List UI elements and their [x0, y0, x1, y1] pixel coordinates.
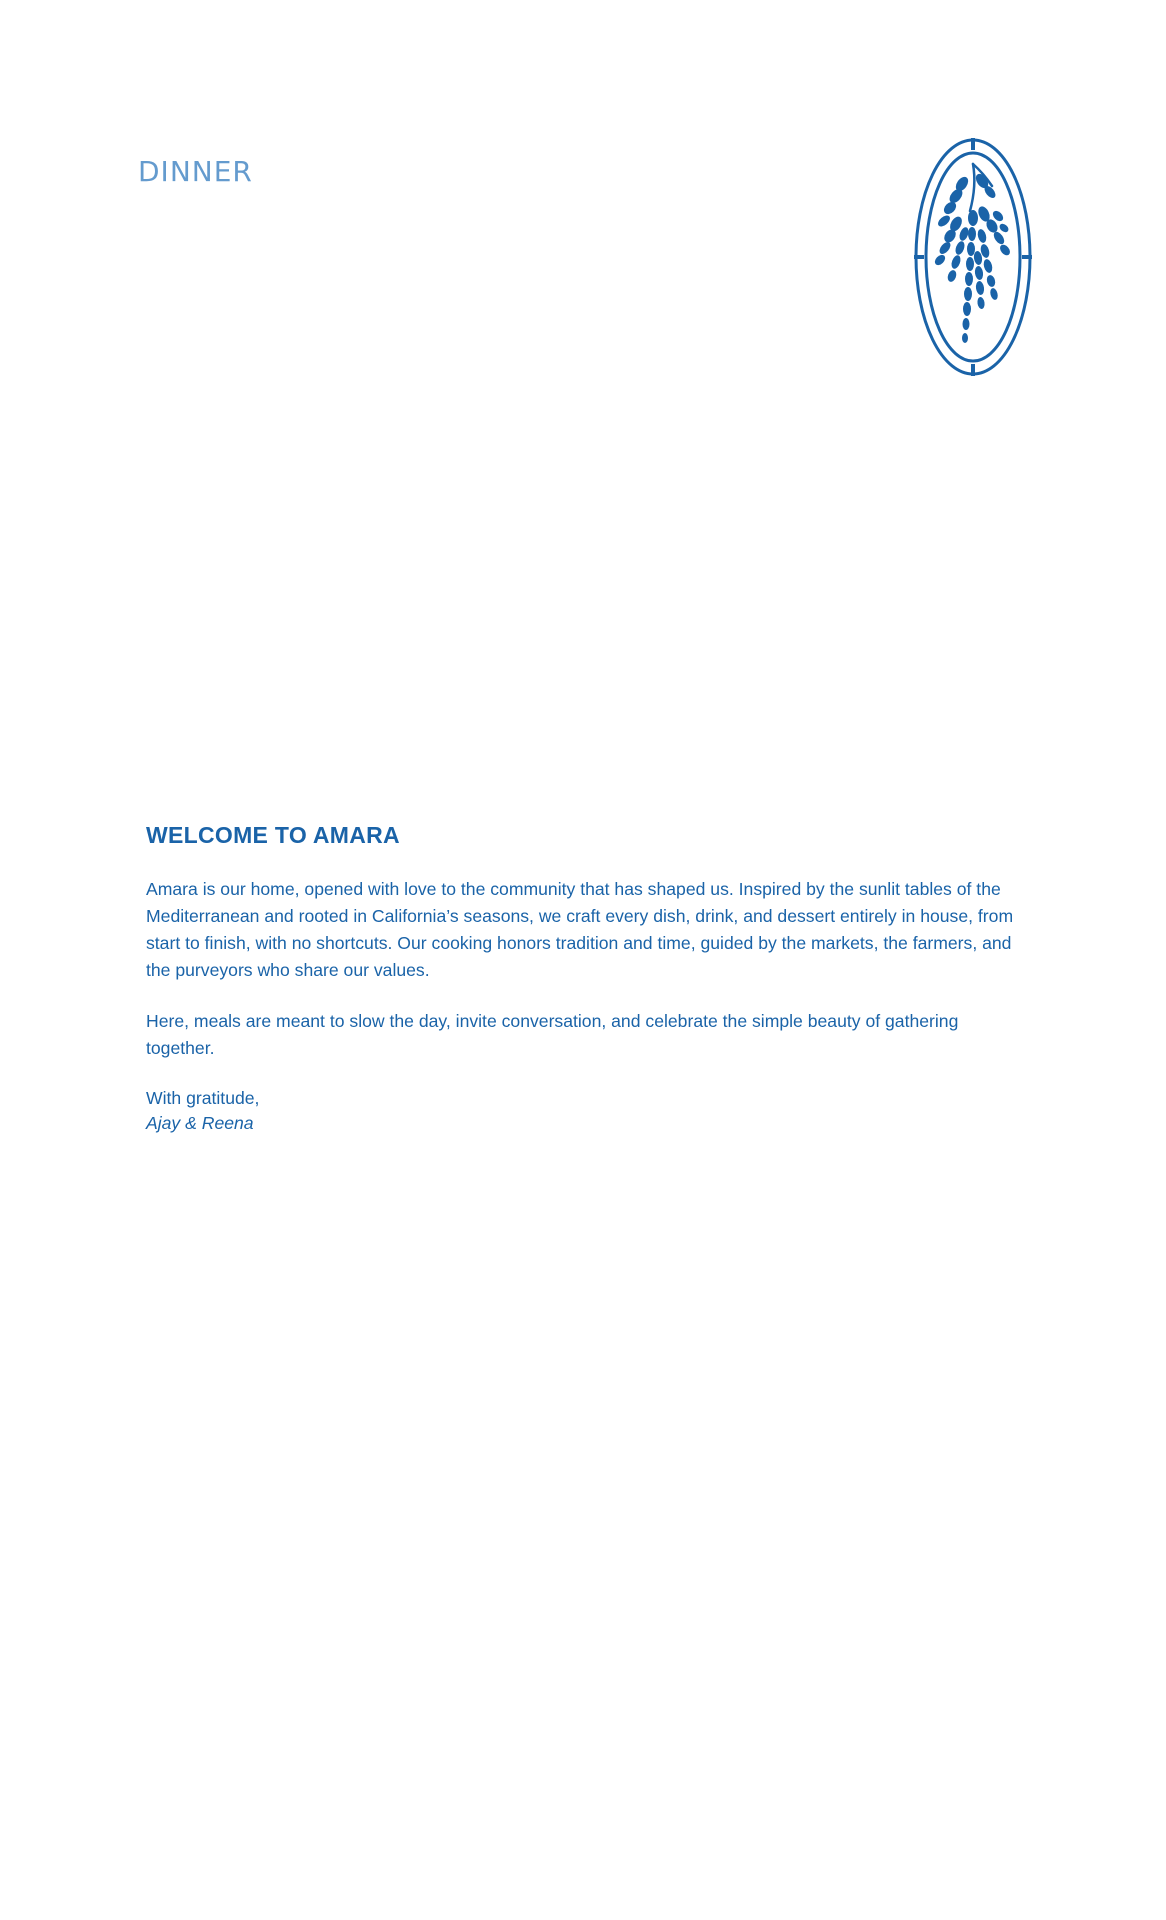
menu-section-label: DINNER [138, 155, 253, 188]
closing-line: With gratitude, [146, 1087, 260, 1108]
welcome-section [146, 822, 1026, 1136]
signature-names: Ajay & Reena [146, 1112, 254, 1133]
signature-block [146, 1086, 1026, 1136]
welcome-paragraph: Here, meals are meant to slow the day, invite conversation, and celebrate the simple beauty of gathering together. [146, 1010, 959, 1058]
olive-branch-emblem-icon [912, 136, 1034, 378]
welcome-paragraph: Amara is our home, opened with love to the community that has shaped us. Inspired by the sunlit tables of the Mediterranean and rooted in California’s seasons, we craft every dish, drink, and dessert entirely in house, from start to finish, with no shortcuts. Our cooking honors tradition and time, guided by the markets, the farmers, and the purveyors who share our values. [146, 878, 1014, 980]
welcome-title: WELCOME TO AMARA [146, 822, 400, 848]
